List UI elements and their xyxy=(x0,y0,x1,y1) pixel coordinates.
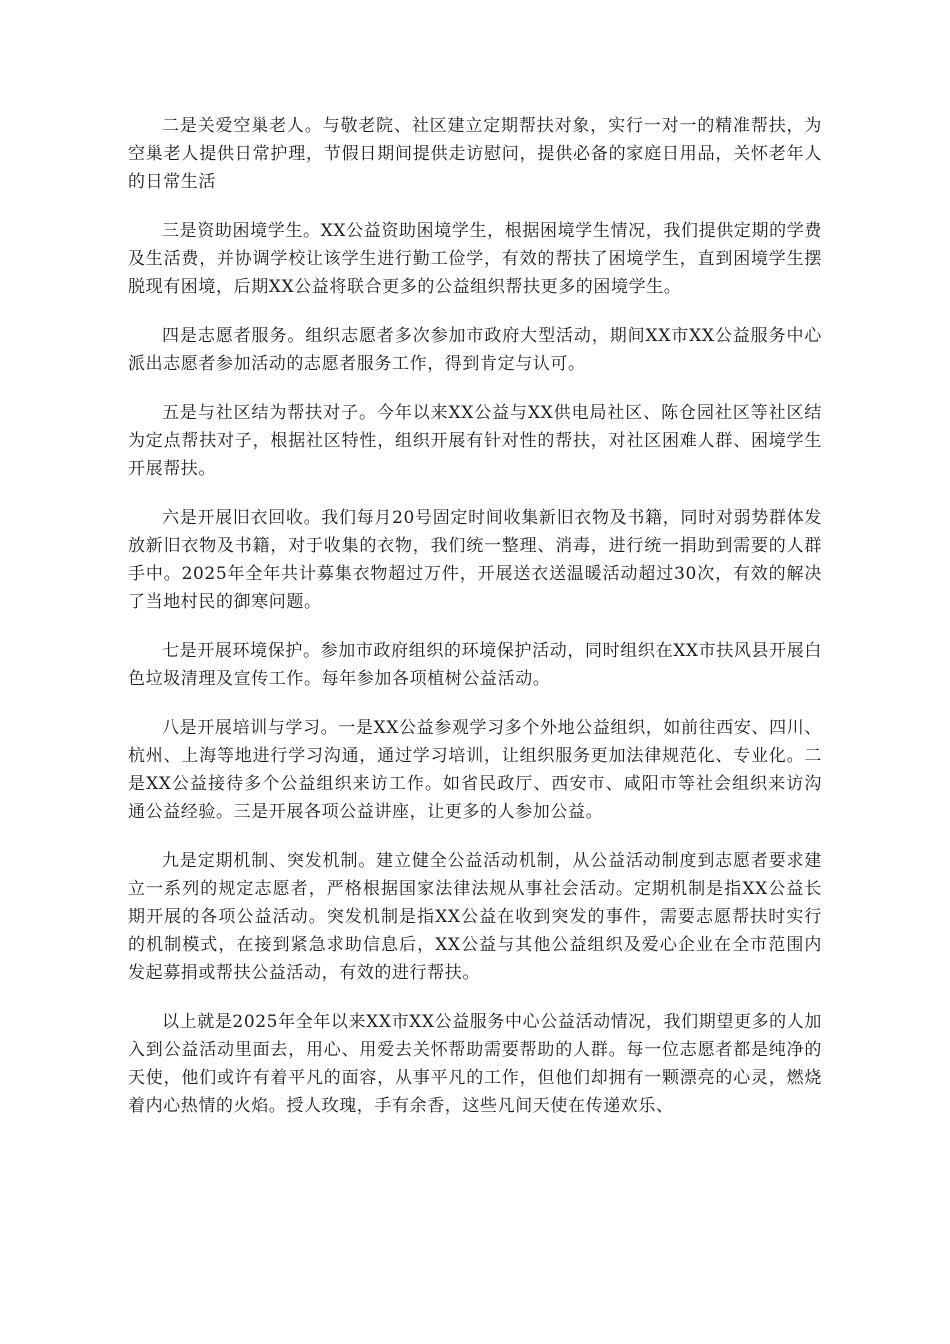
paragraph-mechanisms: 九是定期机制、突发机制。建立健全公益活动机制，从公益活动制度到志愿者要求建立一系列的规定志愿者，严格根据国家法律法规从事社会活动。定期机制是指XX公益长期开展的各项公益活动。突发机制是指XX公益在收到突发的事件，需要志愿帮扶时实行的机制模式，在接到紧急求助信息后，XX公益与其他公益组织及爱心企业在全市范围内发起募捐或帮扶公益活动，有效的进行帮扶。 xyxy=(128,851,822,983)
paragraph-clothing-recycling: 六是开展旧衣回收。我们每月20号固定时间收集新旧衣物及书籍，同时对弱势群体发放新旧衣物及书籍，对于收集的衣物，我们统一整理、消毒，进行统一捐助到需要的人群手中。2025年全年共计募集衣物超过万件，开展送衣送温暖活动超过30次，有效的解决了当地村民的御寒问题。 xyxy=(128,508,822,612)
paragraph-elderly-care: 二是关爱空巢老人。与敬老院、社区建立定期帮扶对象，实行一对一的精准帮扶，为空巢老人提供日常护理，节假日期间提供走访慰问，提供必备的家庭日用品，关怀老年人的日常生活 xyxy=(128,116,822,192)
paragraph-community-pairing: 五是与社区结为帮扶对子。今年以来XX公益与XX供电局社区、陈仓园社区等社区结为定点帮扶对子，根据社区特性，组织开展有针对性的帮扶，对社区困难人群、困境学生开展帮扶。 xyxy=(128,403,822,479)
paragraph-student-aid: 三是资助困境学生。XX公益资助困境学生，根据困境学生情况，我们提供定期的学费及生活费，并协调学校让该学生进行勤工俭学，有效的帮扶了困境学生，直到困境学生摆脱现有困境，后期XX公益将联合更多的公益组织帮扶更多的困境学生。 xyxy=(128,221,822,297)
paragraph-training-learning: 八是开展培训与学习。一是XX公益参观学习多个外地公益组织，如前往西安、四川、杭州、上海等地进行学习沟通，通过学习培训，让组织服务更加法律规范化、专业化。二是XX公益接待多个公益组织来访工作。如省民政厅、西安市、咸阳市等社会组织来访沟通公益经验。三是开展各项公益讲座，让更多的人参加公益。 xyxy=(128,718,822,822)
paragraph-environment-protection: 七是开展环境保护。参加市政府组织的环境保护活动，同时组织在XX市扶风县开展白色垃圾清理及宣传工作。每年参加各项植树公益活动。 xyxy=(128,641,822,689)
paragraph-summary: 以上就是2025年全年以来XX市XX公益服务中心公益活动情况，我们期望更多的人加入到公益活动里面去，用心、用爱去关怀帮助需要帮助的人群。每一位志愿者都是纯净的天使，他们或许有着平凡的面容，从事平凡的工作，但他们却拥有一颗漂亮的心灵，燃烧着内心热情的火焰。授人玫瑰，手有余香，这些凡间天使在传递欢乐、 xyxy=(128,1012,822,1116)
paragraph-volunteer-service: 四是志愿者服务。组织志愿者多次参加市政府大型活动，期间XX市XX公益服务中心派出志愿者参加活动的志愿者服务工作，得到肯定与认可。 xyxy=(128,326,822,374)
